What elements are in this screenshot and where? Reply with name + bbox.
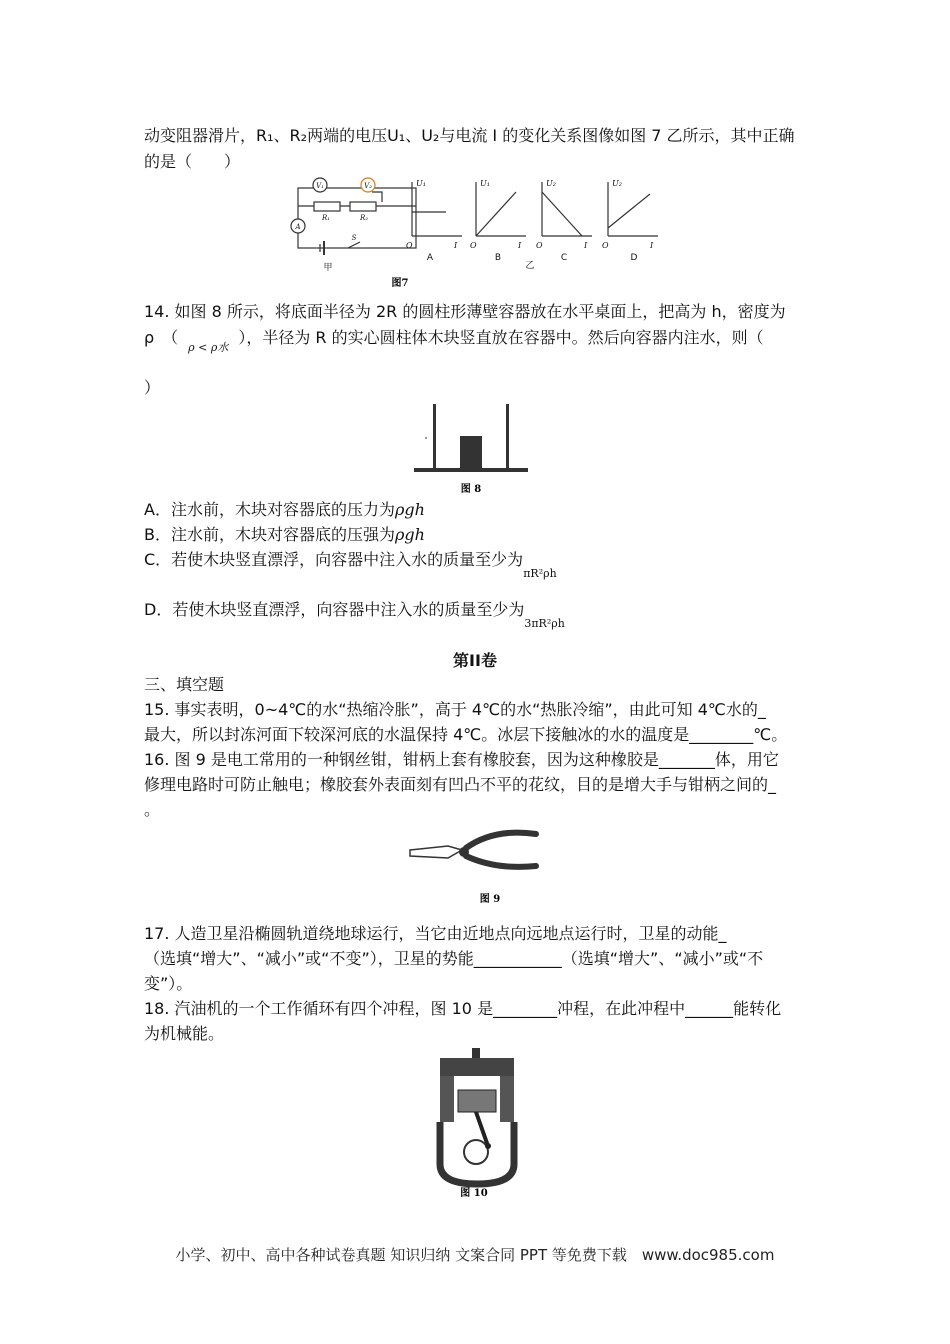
q16-text-line2: 修理电路时可防止触电；橡胶套外表面刻有凹凸不平的花纹，目的是增大手与钳柄之间的_ (144, 775, 777, 794)
switch-label: S (351, 234, 357, 242)
graph-b-y: U₁ (480, 179, 490, 188)
q14-text-line2 (144, 326, 764, 360)
v2-label: V₂ (364, 182, 372, 190)
q17-text-line2: （选填“增大”、“减小”或“不变”），卫星的势能___________（选填“增大”、“减小”或“不 (144, 949, 764, 968)
graph-d-o: O (602, 241, 609, 250)
crankcase (440, 1122, 514, 1184)
pliers-handle-top (466, 833, 536, 848)
cylinder-head (440, 1058, 514, 1076)
q14-text-line3: ） (144, 378, 161, 397)
r2-label: R₂ (359, 214, 369, 222)
figure-7 (286, 174, 676, 292)
q18-text-line1: 18. 汽油机的一个工作循环有四个冲程，图 10 是________冲程，在此冲程中______能转化 (144, 999, 782, 1018)
circuit-frame (298, 188, 416, 248)
graph-a-o: O (406, 241, 413, 250)
q15-text-line2: 最大，所以封冻河面下较深河底的水温保持 4℃。冰层下接触冰的水的温度是________℃。 (144, 725, 788, 744)
graph-b-label: B (494, 253, 502, 263)
graph-c-x: I (584, 241, 588, 250)
q14-text-line1: 14. 如图 8 所示，将底面半径为 2R 的圆柱形薄壁容器放在水平桌面上，把高为 h，密度为 (144, 302, 786, 321)
graph-a-y: U₁ (416, 179, 426, 188)
graph-d-y: U₂ (612, 179, 622, 188)
page-footer: 小学、初中、高中各种试卷真题 知识归纳 文案合同 PPT 等免费下载 www.doc985.com (175, 1246, 775, 1264)
q18-text-line2: 为机械能。 (144, 1024, 225, 1043)
fig9-caption: 图 9 (479, 894, 501, 905)
graph-c-o: O (536, 241, 543, 250)
pliers-jaw (410, 846, 462, 858)
graph-d-label: D (630, 253, 638, 263)
q14-rho-condition: ρ < ρ水 (188, 341, 229, 354)
figure-8 (410, 398, 532, 498)
pliers-handle-bottom (466, 856, 536, 867)
q14-option-a: A．注水前，木块对容器底的压力为ρgh (144, 500, 425, 519)
fig8-caption: 图 8 (460, 484, 482, 495)
graph-c-label: C (560, 253, 568, 263)
fig7-yi: 乙 (525, 261, 535, 271)
section-heading: 三、填空题 (144, 675, 225, 694)
graph-a-x: I (454, 241, 458, 250)
graph-d-x: I (650, 241, 654, 250)
graph-c-y: U₂ (546, 179, 556, 188)
fig10-caption: 图 10 (460, 1188, 488, 1198)
q16-text-line1: 16. 图 9 是电工常用的一种钢丝钳，钳柄上套有橡胶套，因为这种橡胶是_______体，用它 (144, 750, 779, 769)
fig7-caption: 图7 (391, 278, 409, 289)
q14-option-c: C．若使木块竖直漂浮，向容器中注入水的质量至少为$_{\pi R^2\rho h}$ (144, 550, 557, 580)
fig7-jia: 甲 (323, 263, 333, 273)
piston (458, 1090, 496, 1112)
section-title: 第II卷 (453, 651, 497, 670)
resistor-r2 (350, 202, 376, 211)
q14-rho: ρ （ (144, 328, 179, 347)
q17-text-line3: 变”）。 (144, 974, 193, 993)
figure-10 (426, 1046, 528, 1198)
wood-block (460, 436, 482, 468)
graph-b-x: I (518, 241, 522, 250)
resistor-r1 (314, 202, 340, 211)
r1-label: R₁ (321, 214, 331, 222)
q17-text-line1: 17. 人造卫星沿椭圆轨道绕地球运行，当它由近地点向远地点运行时，卫星的动能_ (144, 924, 727, 943)
v1-label: V₁ (316, 182, 324, 190)
figure-9 (404, 826, 548, 908)
q14-text-line2-rest: ），半径为 R 的实心圆柱体木块竖直放在容器中。然后向容器内注水，则（ (238, 328, 764, 347)
graph-a-label: A (426, 253, 434, 263)
graph-b-o: O (470, 241, 477, 250)
crankshaft (464, 1140, 488, 1164)
q14-option-b: B．注水前，木块对容器底的压强为ρgh (144, 525, 425, 544)
q16-text-line3: 。 (144, 800, 161, 819)
q13-text-line2: 的是（ ） (144, 152, 241, 171)
q14-option-d: D．若使木块竖直漂浮，向容器中注入水的质量至少为$_{3\pi R^2\rho h}$ (144, 600, 565, 630)
q15-text-line1: 15. 事实表明，0~4℃的水“热缩冷胀”，高于 4℃的水“热胀冷缩”，由此可知 4℃水的_ (144, 700, 766, 719)
a-label: A (295, 223, 301, 231)
q13-text-line1: 动变阻器滑片，R₁、R₂两端的电压U₁、U₂与电流 I 的变化关系图像如图 7 乙所示，其中正确 (144, 126, 795, 145)
